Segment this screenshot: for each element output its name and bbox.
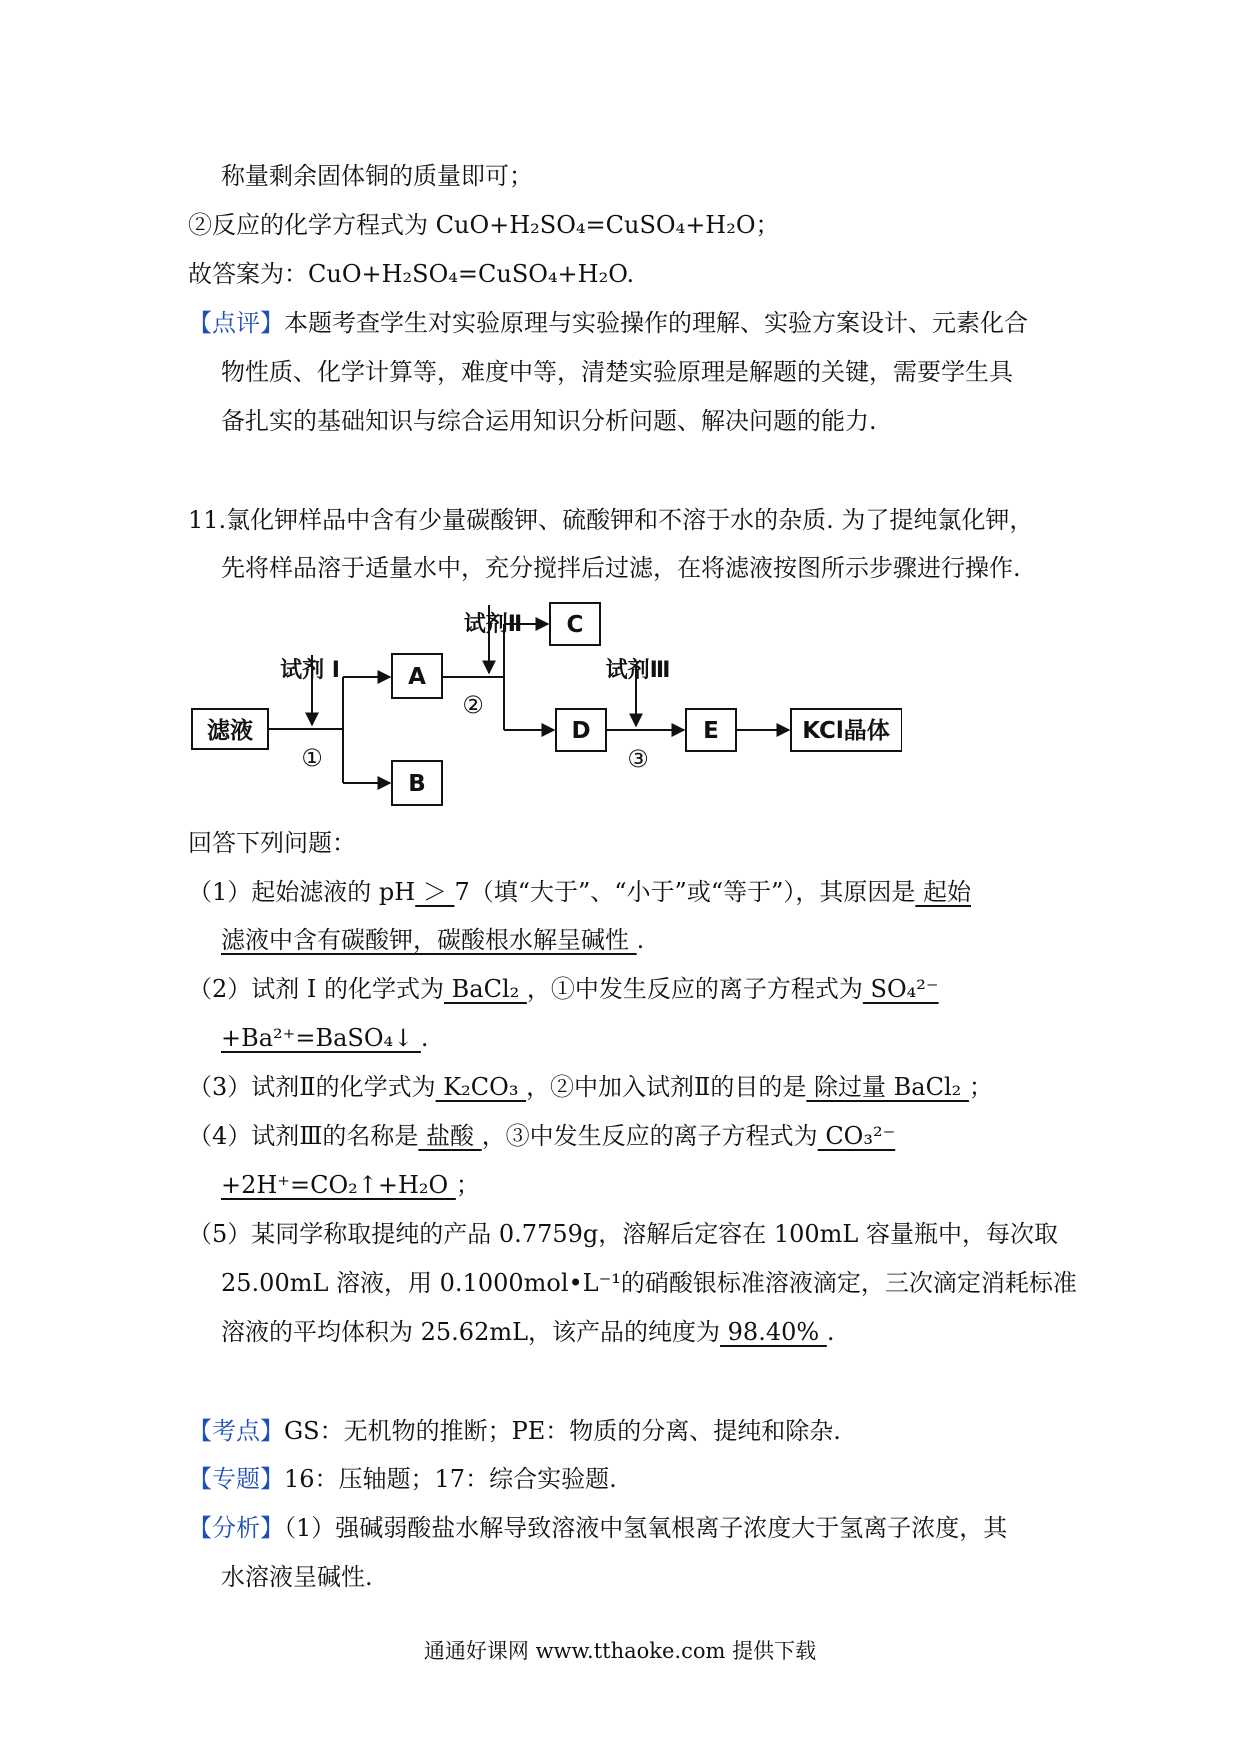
part-2-answer-2a: SO₄²⁻: [862, 975, 939, 1003]
label-c: C: [566, 612, 584, 638]
part-1-answer-1: ＞: [415, 878, 455, 906]
part-5-end: .: [826, 1318, 835, 1346]
part-2-text-a: （2）试剂 Ⅰ 的化学式为: [188, 975, 445, 1003]
part-2-line-1: [188, 975, 939, 1004]
kaodian-line: [188, 1417, 841, 1446]
part-3-answer-2: 除过量 BaCl₂: [806, 1073, 969, 1101]
kaodian-tag: 【考点】: [188, 1417, 284, 1445]
fenxi-tag: 【分析】: [188, 1514, 284, 1542]
cont-line-3: 故答案为：CuO+H₂SO₄=CuSO₄+H₂O.: [188, 260, 635, 288]
part-2-answer-1: BaCl₂: [444, 975, 527, 1003]
part-3-text-b: ，②中加入试剂Ⅱ的目的是: [526, 1073, 807, 1101]
part-5-answer: 98.40%: [720, 1318, 827, 1346]
answer-prompt: 回答下列问题：: [188, 829, 356, 857]
part-5-line-2: 25.00mL 溶液，用 0.1000mol•L⁻¹的硝酸银标准溶液滴定，三次滴定消耗标准: [221, 1269, 1077, 1297]
fenxi-line-1: [188, 1514, 1007, 1543]
part-3-text-a: （3）试剂Ⅱ的化学式为: [188, 1073, 436, 1101]
label-d: D: [571, 718, 591, 744]
label-b: B: [408, 771, 426, 797]
part-4-line-2: [221, 1171, 480, 1200]
q11-stem-1: 氯化钾样品中含有少量碳酸钾、硫酸钾和不溶于水的杂质. 为了提纯氯化钾，: [226, 506, 1034, 534]
q11-stem-line-1: [188, 506, 1033, 535]
part-2-line-2: [221, 1024, 429, 1053]
cont-line-1: 称量剩余固体铜的质量即可；: [221, 162, 533, 190]
part-1-line-1: [188, 878, 971, 907]
reagent-3-label: 试剂Ⅲ: [605, 658, 671, 683]
part-5-text-a: 溶液的平均体积为 25.62mL，该产品的纯度为: [221, 1318, 721, 1346]
footer-credit: 通通好课网 www.tthaoke.com 提供下载: [423, 1639, 817, 1663]
part-4-line-1: [188, 1122, 895, 1151]
zhuanti-line: [188, 1465, 617, 1494]
q11-stem-line-2: 先将样品溶于适量水中，充分搅拌后过滤，在将滤液按图所示步骤进行操作.: [221, 554, 1021, 582]
reagent-2-label: 试剂Ⅱ: [463, 612, 523, 637]
step-1-label: ①: [301, 744, 323, 772]
flow-diagram: [188, 597, 902, 815]
part-2-answer-2b: +Ba²⁺=BaSO₄↓: [221, 1024, 421, 1052]
part-3-end: ；: [968, 1073, 993, 1101]
zhuanti-tag: 【专题】: [188, 1465, 284, 1493]
part-4-answer-2b: +2H⁺=CO₂↑+H₂O: [221, 1171, 456, 1199]
comment-tag: 【点评】: [188, 309, 284, 337]
comment-line-3: 备扎实的基础知识与综合运用知识分析问题、解决问题的能力.: [221, 407, 877, 435]
part-4-end: ；: [455, 1171, 480, 1199]
step-2-label: ②: [462, 691, 484, 719]
comment-text-1: 本题考查学生对实验原理与实验操作的理解、实验方案设计、元素化合: [284, 309, 1028, 337]
part-3-answer-1: K₂CO₃: [435, 1073, 527, 1101]
part-5-line-3: [221, 1318, 834, 1347]
part-2-end: .: [420, 1024, 429, 1052]
part-1-end: .: [636, 926, 645, 954]
part-1-line-2: [221, 926, 644, 955]
part-4-text-a: （4）试剂Ⅲ的名称是: [188, 1122, 419, 1150]
part-1-text-b: 7（填“大于”、“小于”或“等于”），其原因是: [454, 878, 916, 906]
kaodian-text: GS：无机物的推断；PE：物质的分离、提纯和除杂.: [284, 1417, 841, 1445]
cont-line-2: ②反应的化学方程式为 CuO+H₂SO₄=CuSO₄+H₂O；: [188, 211, 780, 239]
label-a: A: [408, 664, 426, 690]
part-5-line-1: （5）某同学称取提纯的产品 0.7759g，溶解后定容在 100mL 容量瓶中，每次取: [188, 1220, 1058, 1248]
question-number: 11.: [188, 506, 227, 534]
comment-line-1: [188, 309, 1028, 338]
fenxi-line-2: 水溶液呈碱性.: [221, 1563, 373, 1591]
part-4-answer-2a: CO₃²⁻: [817, 1122, 896, 1150]
fenxi-text-1: （1）强碱弱酸盐水解导致溶液中氢氧根离子浓度大于氢离子浓度，其: [284, 1514, 1008, 1542]
label-e: E: [703, 718, 719, 744]
part-2-text-b: ，①中发生反应的离子方程式为: [526, 975, 863, 1003]
part-1-answer-2a: 起始: [915, 878, 971, 906]
part-1-text-a: （1）起始滤液的 pH: [188, 878, 416, 906]
zhuanti-text: 16：压轴题；17：综合实验题.: [284, 1465, 617, 1493]
part-1-answer-2b: 滤液中含有碳酸钾，碳酸根水解呈碱性: [221, 926, 637, 954]
comment-line-2: 物性质、化学计算等，难度中等，清楚实验原理是解题的关键，需要学生具: [221, 358, 1013, 386]
part-4-answer-1: 盐酸: [418, 1122, 482, 1150]
part-3-line: [188, 1073, 993, 1102]
part-4-text-b: ，③中发生反应的离子方程式为: [481, 1122, 818, 1150]
filtrate-label: 滤液: [207, 718, 253, 744]
step-3-label: ③: [627, 745, 649, 773]
reagent-1-label: 试剂 Ⅰ: [280, 658, 340, 683]
label-kcl: KCl晶体: [802, 718, 890, 744]
